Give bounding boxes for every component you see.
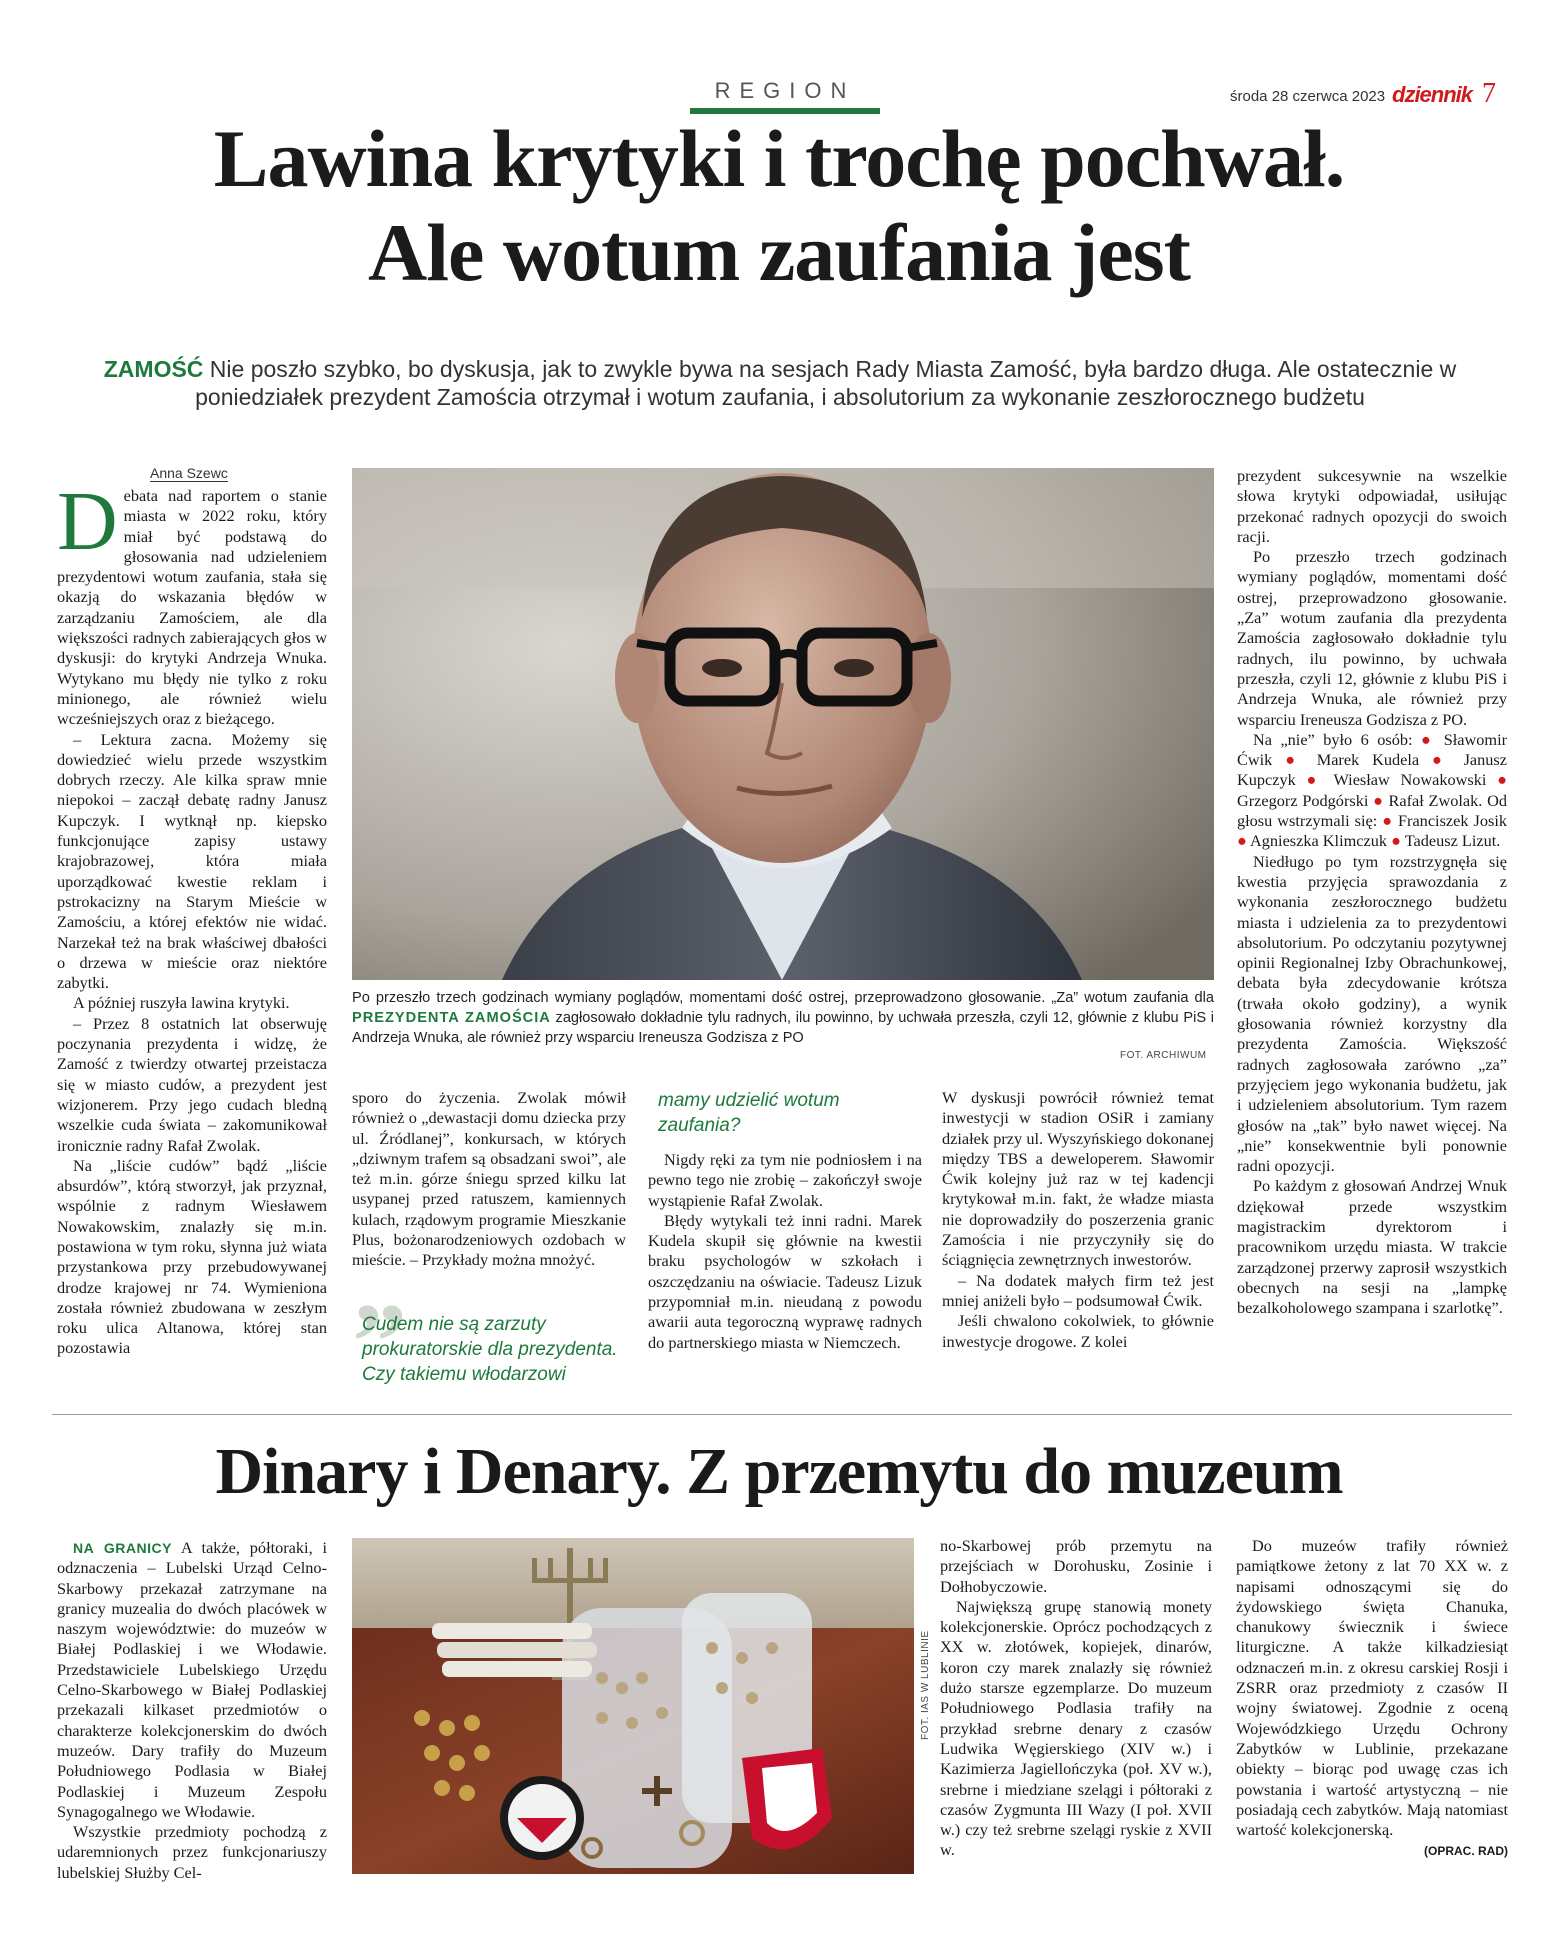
council-member: Janusz Kupczyk [1237, 750, 1507, 790]
article-column-1 [57, 475, 327, 1359]
article2-column-1 [57, 1538, 327, 1883]
brand-logo: dziennik [1392, 82, 1473, 107]
caption-text: zagłosowało dokładnie tylu radnych, ilu powinno, by uchwała przeszła, czyli 12, głównie z klubu PiS i Andrzeja Wnuka, ale również przy wsparciu Ireneusza Godzisza z PO [352, 1010, 1215, 1046]
section-divider [52, 1414, 1512, 1415]
paragraph: – Na dodatek małych firm też jest mniej aniżeli było – podsumował Ćwik. [942, 1270, 1214, 1310]
article-column-2 [352, 1088, 626, 1271]
customs-patch-icon [500, 1776, 584, 1860]
article2-headline: Dinary i Denary. Z przemytu do muzeum [215, 1435, 1343, 1508]
paragraph: Wszystkie przedmioty pochodzą z udaremnionych przez funkcjonariuszy lubelskiej Służby Cel- [57, 1822, 327, 1882]
bullet-icon: ● [1285, 750, 1304, 770]
paragraph: no-Skarbowej prób przemytu na przejściach w Dorohusku, Zosinie i Dołhobyczowie. [940, 1536, 1212, 1596]
article-column-3 [648, 1150, 922, 1353]
paragraph: Nigdy ręki za tym nie podniosłem i na pewno tego nie zrobię – zakończył swoje wystąpienie Rafał Zwolak. [648, 1150, 922, 1210]
article2-column-2 [940, 1536, 1212, 1861]
section-label: REGION [690, 78, 880, 114]
article2-location-tag: NA GRANICY [73, 1540, 172, 1556]
council-member: Marek Kudela [1316, 750, 1420, 770]
paragraph: W dyskusji powrócił również temat inwestycji w stadion OSiR i zamiany działek przy ul. Wyszyńskiego dokonanej między TBS a deweloperem. Sławomir Ćwik kolejny już raz w tej kadencji krytykował m.in. fakt, że władze miasta nie doprowadziły do poszerzenia granic Zamościa i nie przyczyniły się do ściągnięcia zewnętrznych inwestorów. [942, 1088, 1214, 1270]
council-member: Grzegorz Podgórski [1237, 790, 1369, 810]
paragraph [57, 475, 327, 730]
council-member: Agnieszka Klimczuk [1250, 831, 1388, 851]
byline: Anna Szewc [150, 465, 228, 481]
paragraph: – Lektura zacna. Możemy się dowiedzieć wielu przede wszystkim dobrych rzeczy. Ale kilka spraw mnie niepokoi – zaczął debatę radny Janusz Kupczyk. I wytknął np. kiepsko funkcjonujące zapisy ustawy krajobrazowej, która miała uporządkować kwestie reklam i pstrokacizny na Starym Mieście w Zamościu, a której efektów nie widać. Narzekał też na brak właściwej dbałości o drzewa w mieście oraz niektóre zabytki. [57, 729, 327, 993]
bullet-icon: ● [1497, 770, 1507, 790]
vote-against-intro: Na „nie” było 6 osób: [1253, 729, 1421, 749]
quote-mark-icon: ” [352, 1281, 407, 1403]
abstain-intro: Od głosu wstrzymali się: [1237, 790, 1507, 831]
headline-line-2: Ale wotum zaufania jest [368, 207, 1190, 298]
article2-photo-confiscated-items [352, 1538, 914, 1874]
bullet-icon: ● [1421, 729, 1436, 749]
drop-cap: D [57, 475, 118, 568]
paragraph-text: A także, półtoraki, i odznaczenia – Lubelski Urząd Celno-Skarbowy przekazał zatrzymane na granicy muzealia do dwóch placówek w naszym województwie: do muzeów w Białej Podlaskiej i we Włodawie. Przedstawiciele Lubelskiego Urzędu Celno-Skarbowego w Białej Podlaskiej przekazali kilkaset przedmiotów o charakterze kolekcjonerskim do dwóch muzeów. Dary trafiły do Muzeum Południowego Podlasia w Białej Podlaskiej i Muzeum Zespołu Synagogalnego we Włodawie. [57, 1538, 328, 1821]
bullet-icon: ● [1382, 811, 1393, 831]
paragraph: Największą grupę stanowią monety kolekcjonerskie. Oprócz pochodzących z XX w. złotówek, kopiejek, dinarów, koron czy marek znalazły się również dużo starsze egzemplarze. Do muzeum Południowego Podlasia trafiły na przykład srebrne denary z czasów Ludwika Węgierskiego (XIV w.) i Kazimierza Jagiellończyka (poł. XV w.), srebrne i miedziane szelągi i półtoraki z czasów Zygmunta III Wazy (I poł. XVII w.) czy też srebrne szelągi ryskie z XVII w. [940, 1596, 1212, 1860]
photo-credit: FOT. ARCHIWUM [1120, 1050, 1207, 1061]
article2-column-3 [1236, 1536, 1508, 1862]
author-signature [1236, 1840, 1508, 1861]
council-member: Wiesław Nowakowski [1333, 770, 1487, 790]
bullet-icon: ● [1306, 770, 1324, 790]
paragraph: Jeśli chwalono cokolwiek, to głównie inwestycje drogowe. Z kolei [942, 1311, 1214, 1351]
article-column-5 [1237, 466, 1507, 1318]
page-number: 7 [1482, 78, 1496, 109]
paragraph: Błędy wytykali też inni radni. Marek Kudela skupił się głównie na kwestii braku psychologów w szkołach i oszczędzaniu na oświacie. Tadeusz Lizuk przypomniał m.in. nieudaną z powodu awarii auta tegoroczną wyprawę radnych do partnerskiego miasta w Niemczech. [648, 1210, 922, 1352]
council-member: Rafał Zwolak [1388, 790, 1479, 810]
article-photo-portrait [352, 468, 1214, 980]
headline-line-1: Lawina krytyki i trochę pochwał. [213, 113, 1345, 204]
bullet-icon: ● [1391, 831, 1401, 851]
paragraph: A później ruszyła lawina krytyki. [73, 993, 290, 1013]
bullet-icon: ● [1432, 750, 1451, 770]
pull-quote-part-1: Cudem nie są zarzuty prokuratorskie dla prezydenta. Czy takiemu włodarzowi [362, 1314, 618, 1385]
article-headline [40, 112, 1518, 300]
lead-location-tag: ZAMOŚĆ [103, 356, 204, 382]
article-lead [90, 355, 1470, 411]
vote-list-paragraph: Na „nie” było 6 osób: ● Sławomir Ćwik ● Marek Kudela ● Janusz Kupczyk ● Wiesław Nowakowski ● Grzegorz Podgórski ● Rafał Zwolak. Od głosu wstrzymali się: ● Franciszek Josik ● Agnieszka Klimczuk ● Tadeusz Lizut. [1237, 729, 1508, 851]
caption-highlight: PREZYDENTA ZAMOŚCIA [352, 1010, 551, 1026]
council-member: Sławomir Ćwik [1237, 729, 1508, 770]
paragraph: Niedługo po tym rozstrzygnęła się kwestia przyjęcia sprawozdania z wykonania zeszłorocznego budżetu miasta i udzielenia za to prezydentowi absolutorium. Po odczytaniu pozytywnej opinii Regionalnej Izby Obrachunkowej, debata była zdecydowanie krótsza (trwała około godziny), a wynik głosowania również korzystny dla prezydenta Zamościa. Większość radnych zagłosowała zarówno „za” przyjęciem jego wykonania budżetu, jak i udzieleniem absolutorium. Tym razem głosów na „tak” było nawet więcej. Na „nie” konsekwentnie byli ponownie radni opozycji. [1237, 851, 1507, 1176]
signature-text: (OPRAC. RAD) [1424, 1844, 1508, 1859]
paragraph-text: ebata nad raportem o stanie miasta w 2022 roku, który miał być podstawą do głosowania nad udzieleniem prezydentowi wotum zaufania, stała się okazją do wskazania błędów w zarządzaniu Zamościem, ale dla większości radnych zabierających głos w dyskusji: do krytyki Andrzeja Wnuka. Wytykano mu błędy nie tylko z roku minionego, ale również wielu wcześniejszych oraz z bieżącego. [57, 486, 327, 729]
council-member: Franciszek Josik [1397, 811, 1507, 831]
paragraph: Na „liście cudów” bądź „liście absurdów”, którą stworzył, jak przyznał, wspólnie z radnym Wiesławem Nowakowskim, znalazły się m.in. postawiona w tym roku, słynna już wiata przystankowa przy przebudowywanej drodze krajowej nr 74. Wymieniona została również zbudowana w zeszłym roku ulica Altanowa, której stan pozostawia [57, 1155, 327, 1358]
council-member: Tadeusz Lizut [1404, 831, 1497, 851]
paragraph: Po każdym z głosowań Andrzej Wnuk dziękował przede wszystkim magistrackim dyrektorom i pracownikom urzędu miasta. W trakcie zarządzonej przerwy zaprosił wszystkich obecnych na sesji na „lampkę bezalkoholowego szampana i szarlotkę”. [1237, 1176, 1507, 1318]
article-column-4 [942, 1088, 1214, 1352]
paragraph [57, 1538, 327, 1822]
paragraph: – Przez 8 ostatnich lat obserwuję poczynania prezydenta i widzę, że Zamość z twierdzy otwartej przeistacza się w miasto cudów, a prezydent jest wizjonerem. Przy jego cudach bledną wszelkie cuda świata – zakomunikował ironicznie radny Rafał Zwolak. [57, 1013, 327, 1155]
paragraph: Do muzeów trafiły również pamiątkowe żetony z lat 70 XX w. z napisami odnoszącymi się do żydowskiego święta Chanuka, chanukowy świecznik i świece liturgiczne. A także kilkadziesiąt odznaczeń m.in. z okresu carskiej Rosji i ZSRR oraz przedmioty z czasów II wojny światowej. Zgodnie z oceną Wojewódzkiego Urzędu Ochrony Zabytków w Lublinie, przekazane obiekty – biorąc pod uwagę czas ich powstania i wartość artystyczną – nie posiadają cech zabytków. Mają natomiast wartość kolekcjonerską. [1236, 1536, 1508, 1840]
paragraph: prezydent sukcesywnie na wszelkie słowa krytyki odpowiadał, usiłując przekonać radnych opozycji do swoich racji. [1237, 466, 1507, 546]
paragraph: Po przeszło trzech godzinach wymiany poglądów, momentami dość ostrej, przeprowadzono głosowanie. „Za” wotum zaufania dla prezydenta Zamościa zagłosowało dokładnie tylu radnych, ilu powinno, by uchwała przeszła, czyli 12, głównie z klubu PiS i Andrzeja Wnuka, ale również przy wsparciu Ireneusza Godzisza z PO. [1237, 547, 1507, 729]
paragraph: sporo do życzenia. Zwolak mówił również o „dewastacji domu dziecka przy ul. Źródlanej”, konkursach, w których „dziwnym trafem są obsadzani swoi”, ale też m.in. górze śniegu sprzed kilku lat usypanej przed ratuszem, kamiennych kulach, rządowym programie Mieszkanie Plus, bożonarodzeniowych ozdobach w mieście. – Przykłady można mnożyć. [352, 1088, 626, 1270]
photo-caption [352, 988, 1214, 1048]
bullet-icon: ● [1237, 831, 1247, 851]
issue-date: środa 28 czerwca 2023 [1230, 88, 1386, 105]
lead-text: Nie poszło szybko, bo dyskusja, jak to zwykle bywa na sesjach Rady Miasta Zamość, była bardzo długa. Ale ostatecznie w poniedziałek prezydent Zamościa otrzymał i wotum zaufania, i absolutorium za wykonanie zeszłorocznego budżetu [195, 356, 1457, 410]
article2-photo-credit: FOT. IAS W LUBLINIE [920, 1630, 931, 1740]
caption-text: Po przeszło trzech godzinach wymiany poglądów, momentami dość ostrej, przeprowadzono głosowanie. „Za” wotum zaufania dla [352, 990, 1214, 1006]
pull-quote-part-2: mamy udzielić wotum zaufania? [658, 1090, 840, 1136]
bullet-icon: ● [1373, 790, 1384, 810]
